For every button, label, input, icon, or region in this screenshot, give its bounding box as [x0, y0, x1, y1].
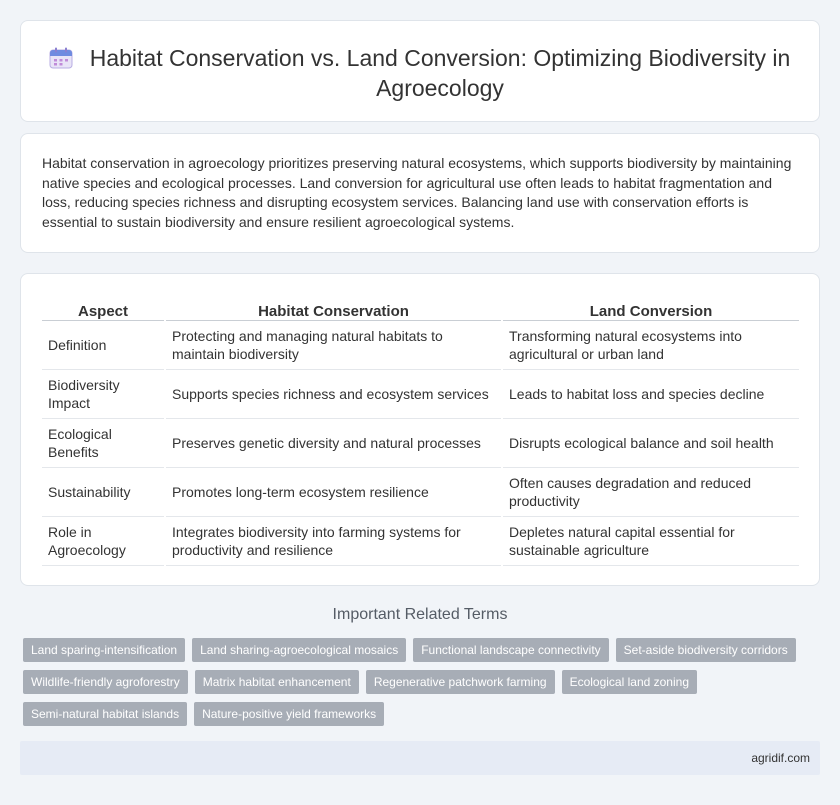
comparison-card: [20, 273, 820, 586]
related-term-tag[interactable]: Wildlife-friendly agroforestry: [23, 670, 188, 694]
tag-row: [23, 702, 813, 726]
cell-conversion: Often causes degradation and reduced productivity: [502, 467, 799, 516]
table-header-row: [42, 294, 799, 320]
related-term-tag[interactable]: Set-aside biodiversity corridors: [616, 638, 796, 662]
related-terms-title: Important Related Terms: [332, 606, 508, 623]
title-wrap: [21, 43, 819, 103]
intro-card: [20, 133, 820, 253]
cell-conservation: Protecting and managing natural habitats to maintain biodiversity: [165, 320, 502, 369]
related-term-tag[interactable]: Land sparing-intensification: [23, 638, 185, 662]
cell-conservation: Supports species richness and ecosystem services: [165, 369, 502, 418]
cell-conversion: Leads to habitat loss and species decline: [502, 369, 799, 418]
page-title: Habitat Conservation vs. Land Conversion: Optimizing Biodiversity in Agroecology: [89, 45, 791, 101]
cell-conversion: Depletes natural capital essential for sustainable agriculture: [502, 516, 799, 565]
related-term-tag[interactable]: Functional landscape connectivity: [413, 638, 608, 662]
cell-aspect: Ecological Benefits: [42, 418, 165, 467]
header-land-conversion: Land Conversion: [502, 294, 799, 320]
header-card: [20, 20, 820, 122]
related-term-tag[interactable]: Ecological land zoning: [562, 670, 697, 694]
header-habitat-conservation: Habitat Conservation: [165, 294, 502, 320]
tag-row: [23, 670, 813, 694]
cell-aspect: Sustainability: [42, 467, 165, 516]
comparison-table: [42, 294, 799, 566]
related-term-tag[interactable]: Land sharing-agroecological mosaics: [192, 638, 406, 662]
footer: [20, 741, 820, 775]
table-row: [42, 320, 799, 369]
related-term-tag[interactable]: Semi-natural habitat islands: [23, 702, 187, 726]
cell-aspect: Role in Agroecology: [42, 516, 165, 565]
related-term-tag[interactable]: Nature-positive yield frameworks: [194, 702, 384, 726]
related-term-tag[interactable]: Regenerative patchwork farming: [366, 670, 555, 694]
table-row: [42, 516, 799, 565]
cell-conservation: Integrates biodiversity into farming systems for productivity and resilience: [165, 516, 502, 565]
table-row: [42, 467, 799, 516]
table-row: [42, 369, 799, 418]
related-term-tag[interactable]: Matrix habitat enhancement: [195, 670, 359, 694]
intro-paragraph: Habitat conservation in agroecology prioritizes preserving natural ecosystems, which supports biodiversity by maintaining native species and ecological processes. Land conversion for agricultural use often leads to habitat fragmentation and loss, reducing species richness and disrupting ecosystem services. Balancing land use with conservation efforts is essential to sustain biodiversity and ensure resilient agroecological systems.: [42, 155, 792, 230]
cell-conservation: Preserves genetic diversity and natural processes: [165, 418, 502, 467]
cell-aspect: Biodiversity Impact: [42, 369, 165, 418]
related-terms-list: [23, 638, 813, 734]
cell-aspect: Definition: [42, 320, 165, 369]
tag-row: [23, 638, 813, 662]
footer-site-link[interactable]: agridif.com: [751, 751, 810, 765]
cell-conversion: Transforming natural ecosystems into agricultural or urban land: [502, 320, 799, 369]
cell-conversion: Disrupts ecological balance and soil health: [502, 418, 799, 467]
cell-conservation: Promotes long-term ecosystem resilience: [165, 467, 502, 516]
header-aspect: Aspect: [42, 294, 165, 320]
table-row: [42, 418, 799, 467]
